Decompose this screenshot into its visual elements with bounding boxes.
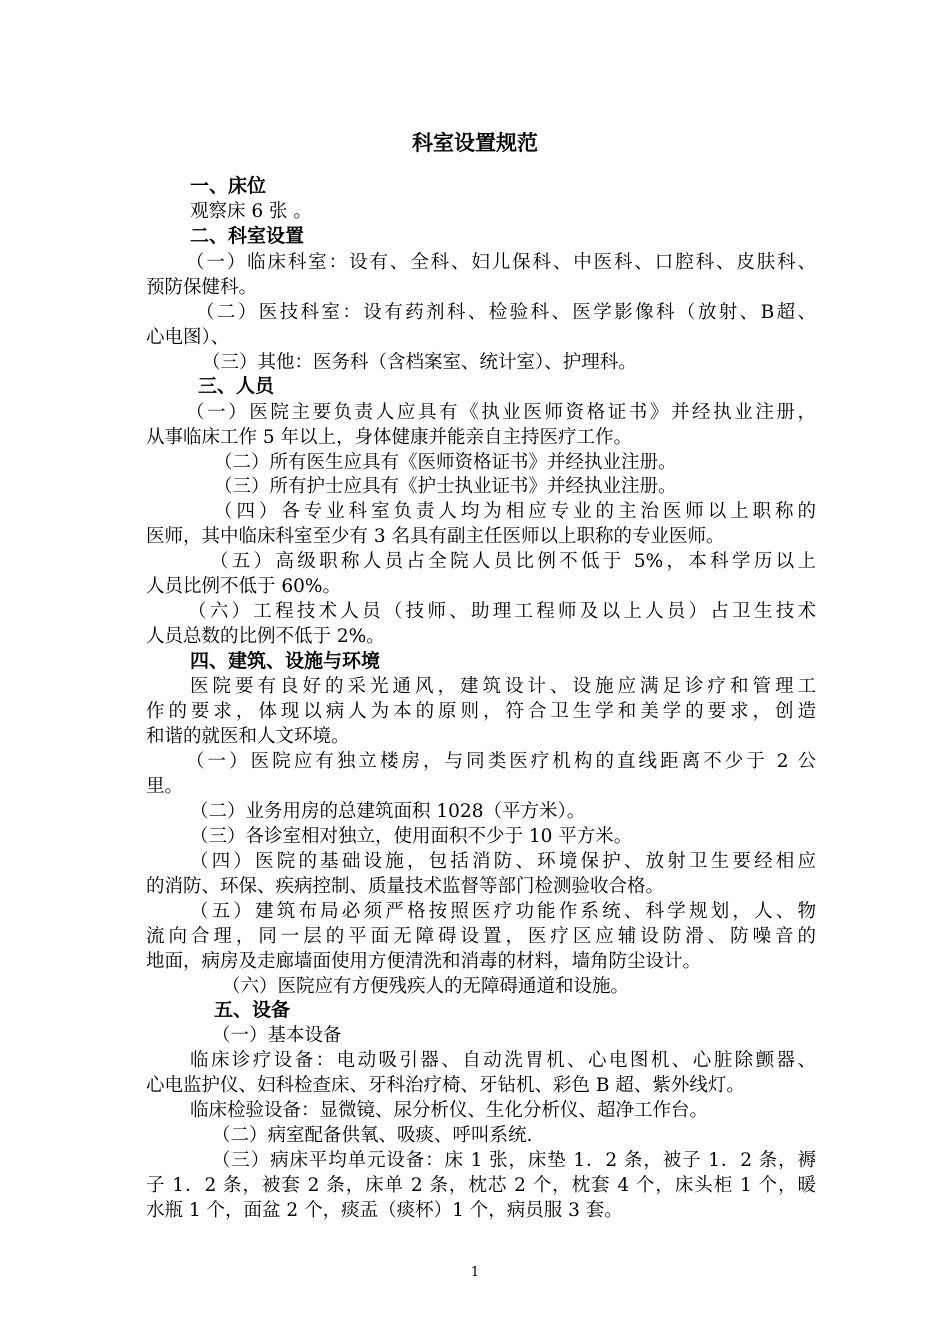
body-line: 子 1．2 条，被套 2 条，床单 2 条，枕芯 2 个，枕套 4 个，床头柜 1 个，暖 [146,1175,816,1196]
body-line: 地面，病房及走廊墙面使用方便清洗和消毒的材料，墙角防尘设计。 [146,951,702,972]
body-line: （五）高级职称人员占全院人员比例不低于 5%，本科学历以上 [210,551,816,572]
body-line: 水瓶 1 个，面盆 2 个，痰盂（痰杯）1 个，病员服 3 套。 [146,1200,623,1221]
section-heading: 四、建筑、设施与环境 [190,650,381,672]
body-line: 流向合理，同一层的平面无障碍设置，医疗区应辅设防滑、防噪音的 [146,926,816,947]
section-heading: 一、床位 [190,175,267,197]
section-heading: 五、设备 [214,999,291,1021]
page-number: 1 [470,1265,480,1280]
body-line: （二）医技科室：设有药剂科、检验科、医学影像科（放射、B超、 [196,302,816,323]
body-line: （二）病室配备供氧、吸痰、呼叫系统. [212,1125,533,1146]
body-line: 人员比例不低于 60%。 [146,576,342,597]
body-line: （三）所有护士应具有《护士执业证书》并经执业注册。 [214,476,677,497]
body-line: 临床检验设备：显微镜、尿分析仪、生化分析仪、超净工作台。 [190,1100,709,1121]
body-line: （五）建筑布局必须严格按照医疗功能作系统、科学规划，人、物 [190,901,816,922]
body-line: 和谐的就医和人文环境。 [146,726,350,747]
body-line: 的消防、环保、疾病控制、质量技术监督等部门检测验收合格。 [146,876,665,897]
body-line: （一）医院主要负责人应具有《执业医师资格证书》并经执业注册， [186,402,816,423]
body-line: （六）医院应有方便残疾人的无障碍通道和设施。 [222,976,630,997]
body-line: 作的要求，体现以病人为本的原则，符合卫生学和美学的要求，创造 [146,701,816,722]
body-line: 临床诊疗设备：电动吸引器、自动洗胃机、心电图机、心脏除颤器、 [190,1050,816,1071]
body-line: 观察床 6 张 。 [190,201,312,222]
body-line: 心电监护仪、妇科检查床、牙科治疗椅、牙钻机、彩色 B 超、紫外线灯。 [146,1075,745,1096]
body-line: 心电图）、 [146,327,230,348]
section-heading: 二、科室设置 [190,225,305,247]
body-line: 里。 [146,776,184,797]
section-heading: 三、人员 [198,375,275,397]
body-line: 从事临床工作 5 年以上，身体健康并能亲自主持医疗工作。 [146,427,633,448]
body-line: 人员总数的比例不低于 2%。 [146,626,385,647]
body-line: （四）各专业科室负责人均为相应专业的主治医师以上职称的 [214,501,816,522]
body-line: （一）临床科室：设有、全科、妇儿保科、中医科、口腔科、皮肤科、 [186,252,816,273]
body-line: （二）所有医生应具有《医师资格证书》并经执业注册。 [214,452,677,473]
body-line: 预防保健科。 [146,277,258,298]
body-line: （六）工程技术人员（技师、助理工程师及以上人员）占卫生技术 [188,601,816,622]
body-line: （三）病床平均单元设备：床 1 张，床垫 1．2 条，被子 1．2 条，褥 [212,1150,816,1171]
body-line: 医师，其中临床科室至少有 3 名具有副主任医师以上职称的专业医师。 [146,526,725,547]
body-line: （三）各诊室相对独立，使用面积不少于 10 平方米。 [190,826,633,847]
body-line: （二）业务用房的总建筑面积 1028（平方米）。 [190,801,586,822]
body-line: （三）其他：医务科（含档案室、统计室）、护理科。 [202,352,637,373]
body-line: （四）医院的基础设施，包括消防、环境保护、放射卫生要经相应 [190,851,816,872]
subsection-heading: （一）基本设备 [212,1025,342,1046]
document-title: 科室设置规范 [412,131,538,155]
body-line: 医院要有良好的采光通风，建筑设计、设施应满足诊疗和管理工 [190,676,816,697]
body-line: （一）医院应有独立楼房，与同类医疗机构的直线距离不少于 2 公 [186,751,816,772]
